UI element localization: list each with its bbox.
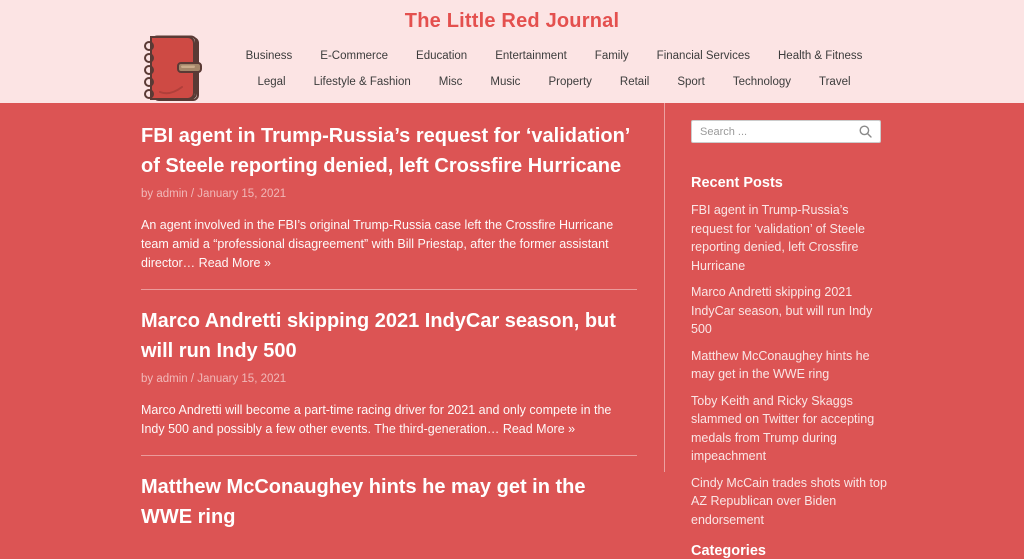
site-title[interactable]: The Little Red Journal xyxy=(404,10,620,32)
post-excerpt xyxy=(141,401,637,439)
post-meta xyxy=(141,187,637,202)
meta-by-label: by xyxy=(141,188,154,200)
post-title-link[interactable]: Marco Andretti skipping 2021 IndyCar season, but will run Indy 500 xyxy=(141,310,616,362)
recent-post-link[interactable]: Matthew McConaughey hints he may get in the WWE ring xyxy=(691,348,870,381)
nav-item-music[interactable]: Music xyxy=(490,76,521,88)
list-item xyxy=(691,201,887,275)
post-date-link[interactable]: January 15, 2021 xyxy=(197,373,287,385)
post-title xyxy=(141,472,637,532)
categories-heading: Categories xyxy=(691,543,766,559)
nav-item-technology[interactable]: Technology xyxy=(732,76,791,88)
nav-item-retail[interactable]: Retail xyxy=(619,76,650,88)
nav-row-1 xyxy=(224,43,884,69)
post-excerpt xyxy=(141,216,637,273)
nav-item-legal[interactable]: Legal xyxy=(257,76,286,88)
recent-post-link[interactable]: Toby Keith and Ricky Skaggs slammed on Twitter for accepting medals from Trump during impeachment xyxy=(691,393,875,463)
post-article xyxy=(141,472,637,532)
recent-posts-heading: Recent Posts xyxy=(691,175,783,191)
nav-item-sport[interactable]: Sport xyxy=(677,76,705,88)
post-date-link[interactable]: January 15, 2021 xyxy=(197,188,287,200)
recent-posts-list xyxy=(691,201,887,529)
excerpt-text: Marco Andretti will become a part-time racing driver for 2021 and only compete in the Indy 500 and possibly a few other events. The third-generation… xyxy=(141,403,612,436)
post-author-link[interactable]: admin xyxy=(156,188,188,200)
sidebar xyxy=(664,103,894,559)
journal-logo-icon[interactable] xyxy=(140,34,202,104)
post-article xyxy=(141,306,637,439)
nav-item-property[interactable]: Property xyxy=(548,76,592,88)
recent-post-link[interactable]: FBI agent in Trump-Russia’s request for ‘validation’ of Steele reporting denied, left Crossfire Hurricane xyxy=(691,203,865,273)
post-meta xyxy=(141,372,637,387)
meta-separator: / xyxy=(190,373,195,385)
content-area xyxy=(0,103,1024,559)
meta-separator: / xyxy=(190,188,195,200)
nav-item-business[interactable]: Business xyxy=(245,50,293,62)
posts-column xyxy=(141,103,637,528)
nav-item-entertainment[interactable]: Entertainment xyxy=(495,50,567,62)
post-article xyxy=(141,121,637,273)
list-item xyxy=(691,347,887,384)
nav-item-ecommerce[interactable]: E-Commerce xyxy=(320,50,389,62)
list-item xyxy=(691,392,887,466)
post-title-link[interactable]: FBI agent in Trump-Russia’s request for ‘validation’ of Steele reporting denied, left Crossfire Hurricane xyxy=(141,125,630,177)
post-divider xyxy=(141,289,637,290)
post-author-link[interactable]: admin xyxy=(156,373,188,385)
read-more-link[interactable]: Read More » xyxy=(502,422,576,436)
nav-item-travel[interactable]: Travel xyxy=(819,76,851,88)
nav-item-health-fitness[interactable]: Health & Fitness xyxy=(778,50,863,62)
meta-by-label: by xyxy=(141,373,154,385)
recent-post-link[interactable]: Marco Andretti skipping 2021 IndyCar season, but will run Indy 500 xyxy=(691,285,873,336)
search-input[interactable] xyxy=(700,126,859,138)
nav-item-financial-services[interactable]: Financial Services xyxy=(656,50,750,62)
post-title xyxy=(141,306,637,366)
nav-row-2 xyxy=(224,69,884,95)
search-form xyxy=(691,120,881,143)
search-icon xyxy=(859,125,872,138)
nav-item-education[interactable]: Education xyxy=(416,50,468,62)
nav-item-misc[interactable]: Misc xyxy=(438,76,463,88)
site-header xyxy=(0,0,1024,103)
nav-item-lifestyle-fashion[interactable]: Lifestyle & Fashion xyxy=(313,76,411,88)
post-title-link[interactable]: Matthew McConaughey hints he may get in the WWE ring xyxy=(141,476,586,528)
read-more-link[interactable]: Read More » xyxy=(198,256,271,270)
list-item xyxy=(691,283,887,339)
post-divider xyxy=(141,455,637,456)
list-item xyxy=(691,474,887,530)
excerpt-text: An agent involved in the FBI’s original Trump-Russia case left the Crossfire Hurricane team amid a “professional disagreement” with Bill Priestap, after the former assistant director… xyxy=(141,218,614,270)
main-nav xyxy=(224,43,884,95)
post-title xyxy=(141,121,637,181)
nav-item-family[interactable]: Family xyxy=(594,50,629,62)
recent-post-link[interactable]: Cindy McCain trades shots with top AZ Republican over Biden endorsement xyxy=(691,475,887,527)
header-row xyxy=(0,34,1024,104)
search-button[interactable] xyxy=(859,125,872,138)
